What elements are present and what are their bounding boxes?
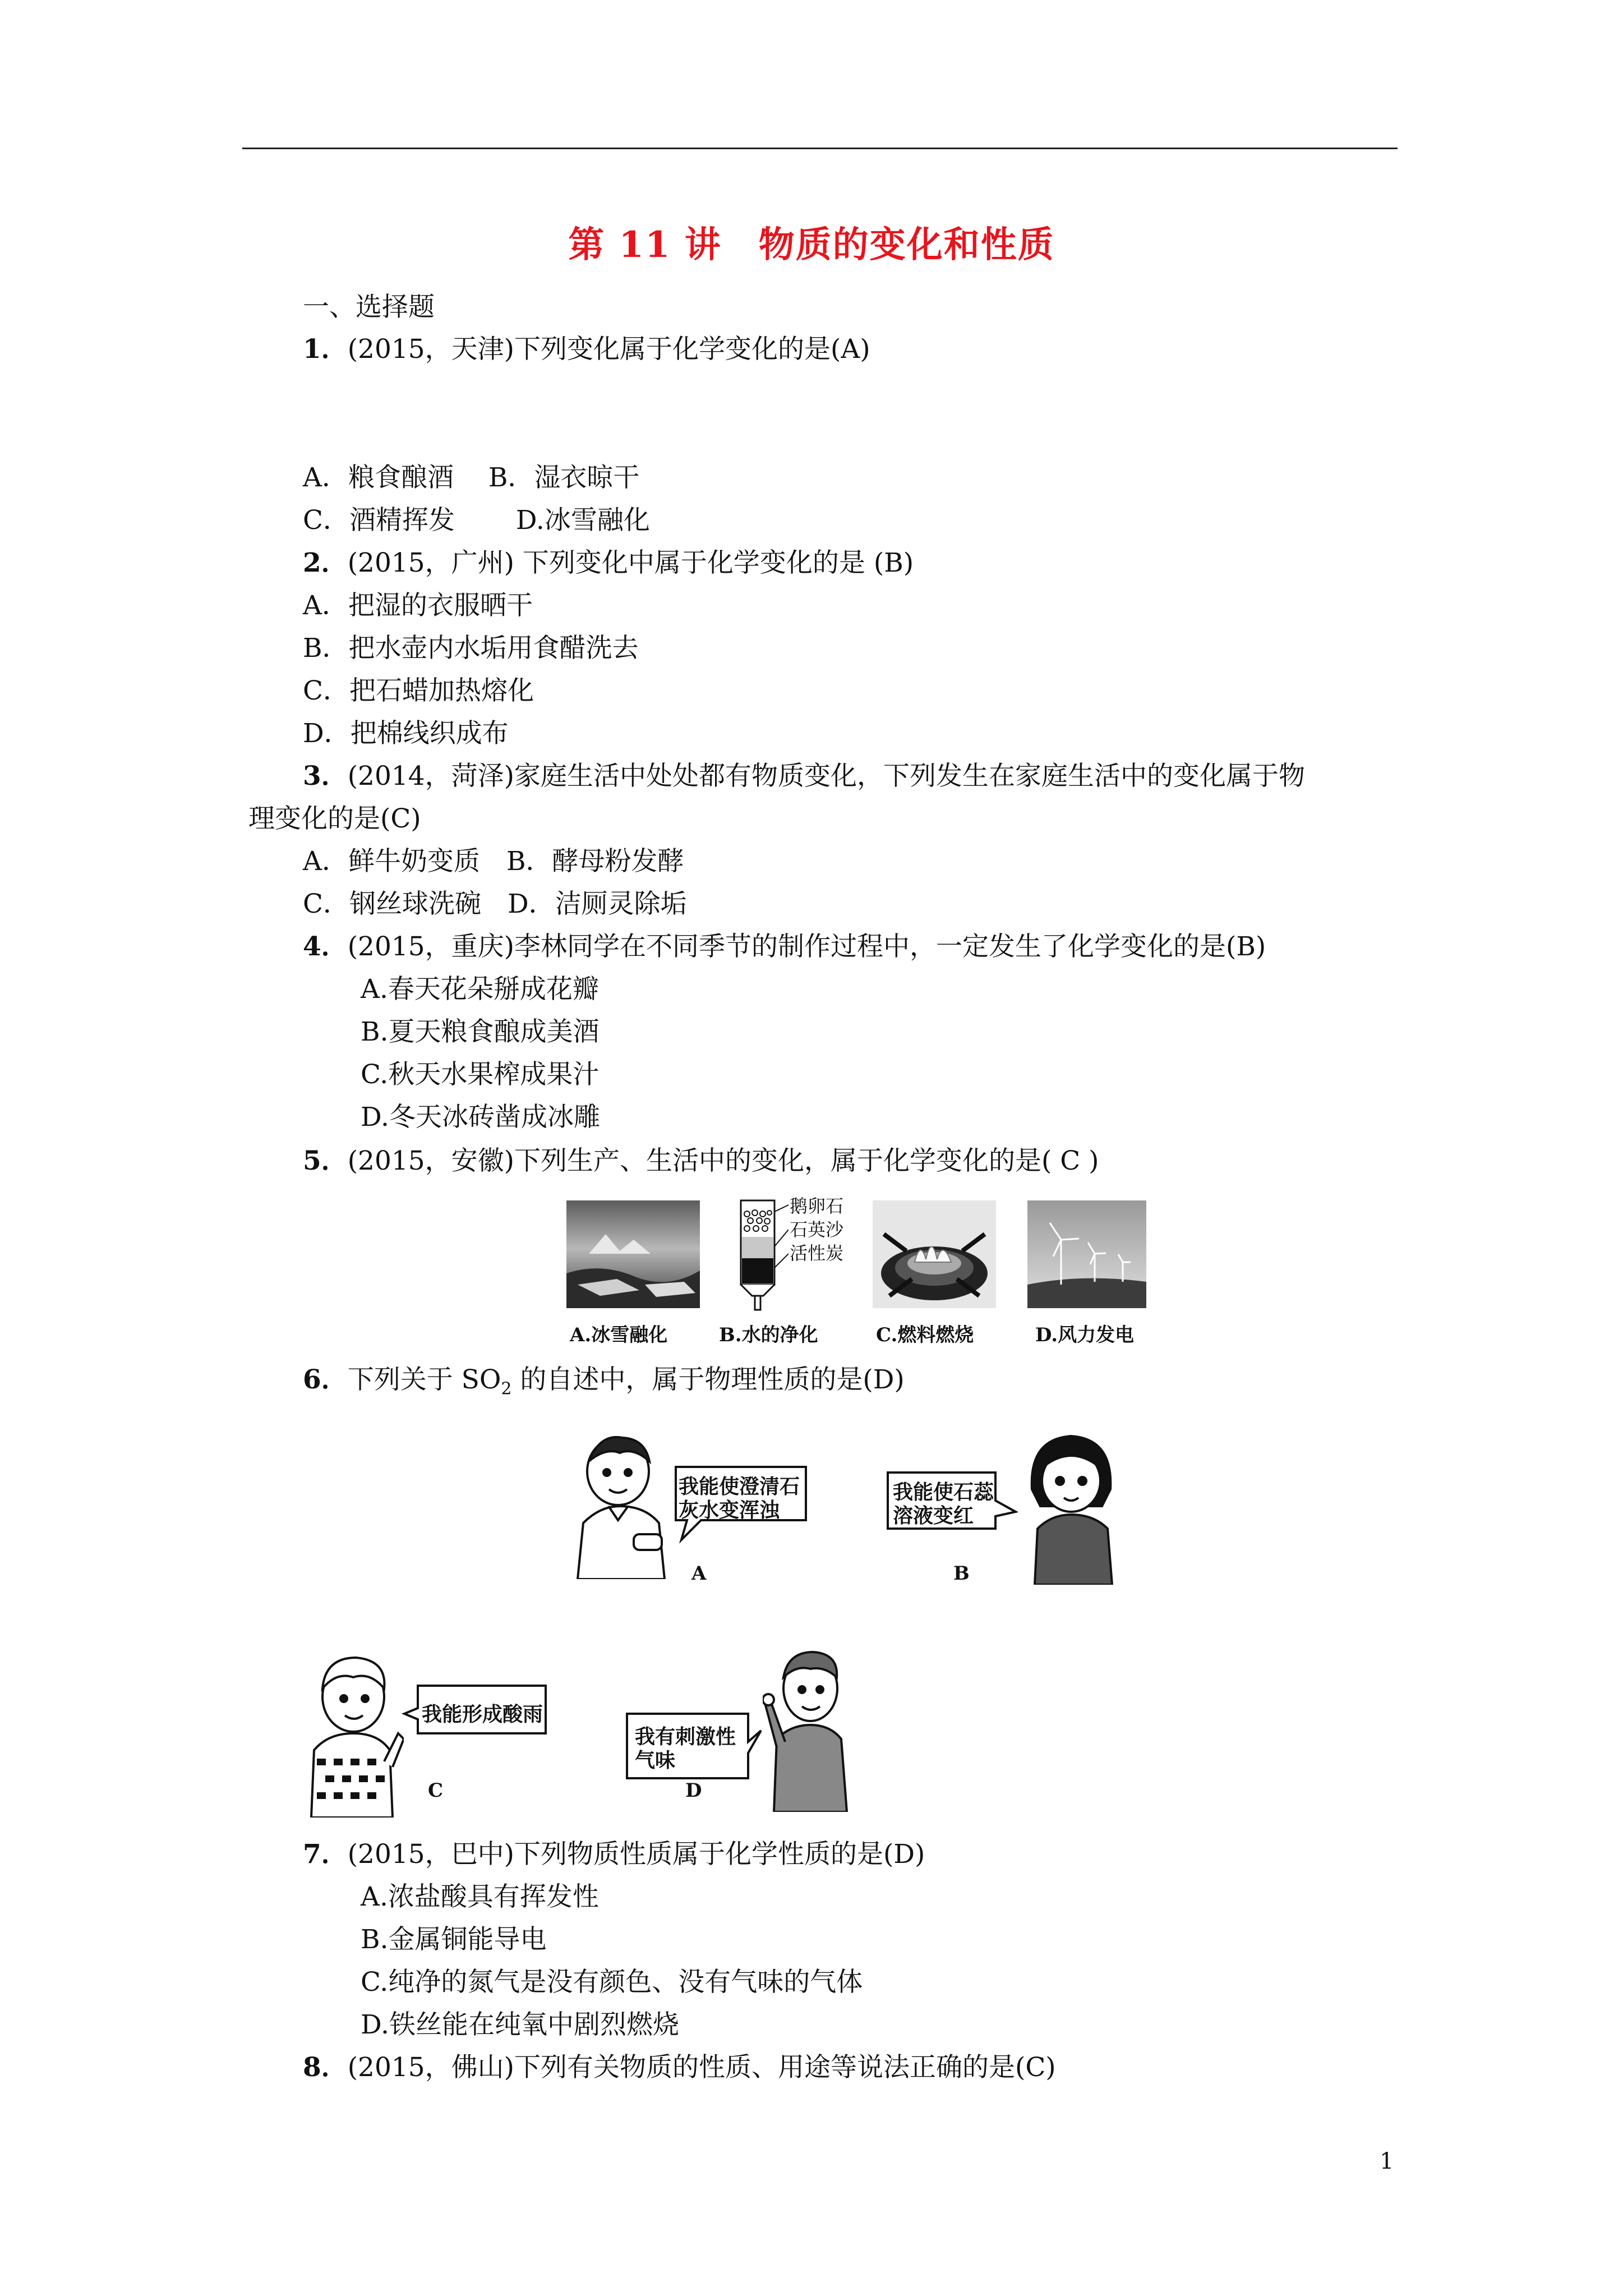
q7-option-b: B.金属铜能导电 bbox=[361, 1924, 547, 1955]
filter-label-quartz-sand: 石英沙 bbox=[790, 1219, 844, 1240]
character-d-letter: D bbox=[685, 1779, 702, 1802]
bubble-a-line2: 灰水变浑浊 bbox=[679, 1498, 780, 1522]
q3-stem-line1: 3．(2014，菏泽)家庭生活中处处都有物质变化，下列发生在家庭生活中的变化属于物 bbox=[303, 761, 1305, 792]
q6-stem: 6．下列关于 $SO_2$ 的自述中，属于物理性质的是(D) bbox=[303, 1364, 905, 1399]
q5-image-wind-turbines bbox=[1027, 1200, 1146, 1308]
q3-options-ab: A．鲜牛奶变质 B．酵母粉发酵 bbox=[303, 846, 684, 877]
q4-option-b: B.夏天粮食酿成美酒 bbox=[361, 1016, 600, 1047]
bubble-b-line1: 我能使石蕊 bbox=[893, 1480, 994, 1504]
header-rule bbox=[242, 148, 1398, 149]
character-a-letter: A bbox=[691, 1562, 707, 1585]
q7-option-a: A.浓盐酸具有挥发性 bbox=[361, 1881, 599, 1912]
character-b-girl bbox=[1018, 1428, 1124, 1585]
q8-stem: 8．(2015，佛山)下列有关物质的性质、用途等说法正确的是(C) bbox=[303, 2052, 1056, 2083]
q2-option-d: D．把棉线织成布 bbox=[303, 718, 509, 749]
filter-label-activated-carbon: 活性炭 bbox=[790, 1243, 844, 1264]
q2-option-a: A．把湿的衣服晒干 bbox=[303, 590, 533, 621]
q5-caption-d: D.风力发电 bbox=[1035, 1324, 1135, 1346]
character-c-boy bbox=[306, 1649, 404, 1818]
q5-image-gas-stove bbox=[873, 1200, 996, 1308]
q2-stem: 2．(2015，广州) 下列变化中属于化学变化的是 (B) bbox=[303, 547, 914, 578]
q2-option-b: B．把水壶内水垢用食醋洗去 bbox=[303, 633, 639, 664]
q5-stem: 5．(2015，安徽)下列生产、生活中的变化，属于化学变化的是( C ) bbox=[303, 1145, 1099, 1176]
q3-stem-line2: 理变化的是(C) bbox=[248, 803, 421, 834]
q1-options-cd: C．酒精挥发 D.冰雪融化 bbox=[303, 505, 650, 536]
q7-option-c: C.纯净的氮气是没有颜色、没有气味的气体 bbox=[361, 1967, 863, 1998]
q5-image-water-filter bbox=[727, 1195, 789, 1313]
q4-stem: 4．(2015，重庆)李林同学在不同季节的制作过程中，一定发生了化学变化的是(B) bbox=[303, 931, 1266, 962]
q5-caption-a: A.冰雪融化 bbox=[570, 1324, 668, 1346]
character-c-letter: C bbox=[428, 1779, 444, 1802]
character-b-letter: B bbox=[953, 1562, 970, 1585]
page-title: 第 11 讲 物质的变化和性质 bbox=[568, 224, 1055, 266]
page-number: 1 bbox=[1380, 2148, 1394, 2174]
character-a-man bbox=[566, 1428, 673, 1579]
q5-caption-c: C.燃料燃烧 bbox=[876, 1324, 974, 1346]
bubble-b-line2: 溶液变红 bbox=[893, 1504, 974, 1527]
filter-label-pebbles: 鹅卵石 bbox=[790, 1195, 844, 1217]
bubble-c-line1: 我能形成酸雨 bbox=[422, 1703, 543, 1726]
q1-options-ab: A．粮食酿酒 B．湿衣晾干 bbox=[303, 462, 640, 493]
q5-caption-b: B.水的净化 bbox=[719, 1324, 818, 1346]
bubble-d-line2: 气味 bbox=[635, 1749, 676, 1772]
q7-option-d: D.铁丝能在纯氧中剧烈燃烧 bbox=[361, 2009, 679, 2040]
q4-option-a: A.春天花朵掰成花瓣 bbox=[361, 974, 599, 1005]
q1-stem: 1．(2015，天津)下列变化属于化学变化的是(A) bbox=[303, 334, 870, 365]
bubble-a-line1: 我能使澄清石 bbox=[679, 1475, 800, 1498]
q2-option-c: C．把石蜡加热熔化 bbox=[303, 675, 534, 706]
q7-stem: 7．(2015，巴中)下列物质性质属于化学性质的是(D) bbox=[303, 1839, 925, 1870]
character-d-boy bbox=[763, 1644, 852, 1812]
q5-image-ice-melting bbox=[566, 1200, 700, 1308]
q4-option-d: D.冬天冰砖凿成冰雕 bbox=[361, 1102, 600, 1133]
q3-options-cd: C．钢丝球洗碗 D．洁厕灵除垢 bbox=[303, 889, 687, 919]
bubble-d-line1: 我有刺激性 bbox=[635, 1725, 736, 1749]
section-heading: 一、选择题 bbox=[303, 292, 435, 323]
q4-option-c: C.秋天水果榨成果汁 bbox=[361, 1059, 600, 1090]
